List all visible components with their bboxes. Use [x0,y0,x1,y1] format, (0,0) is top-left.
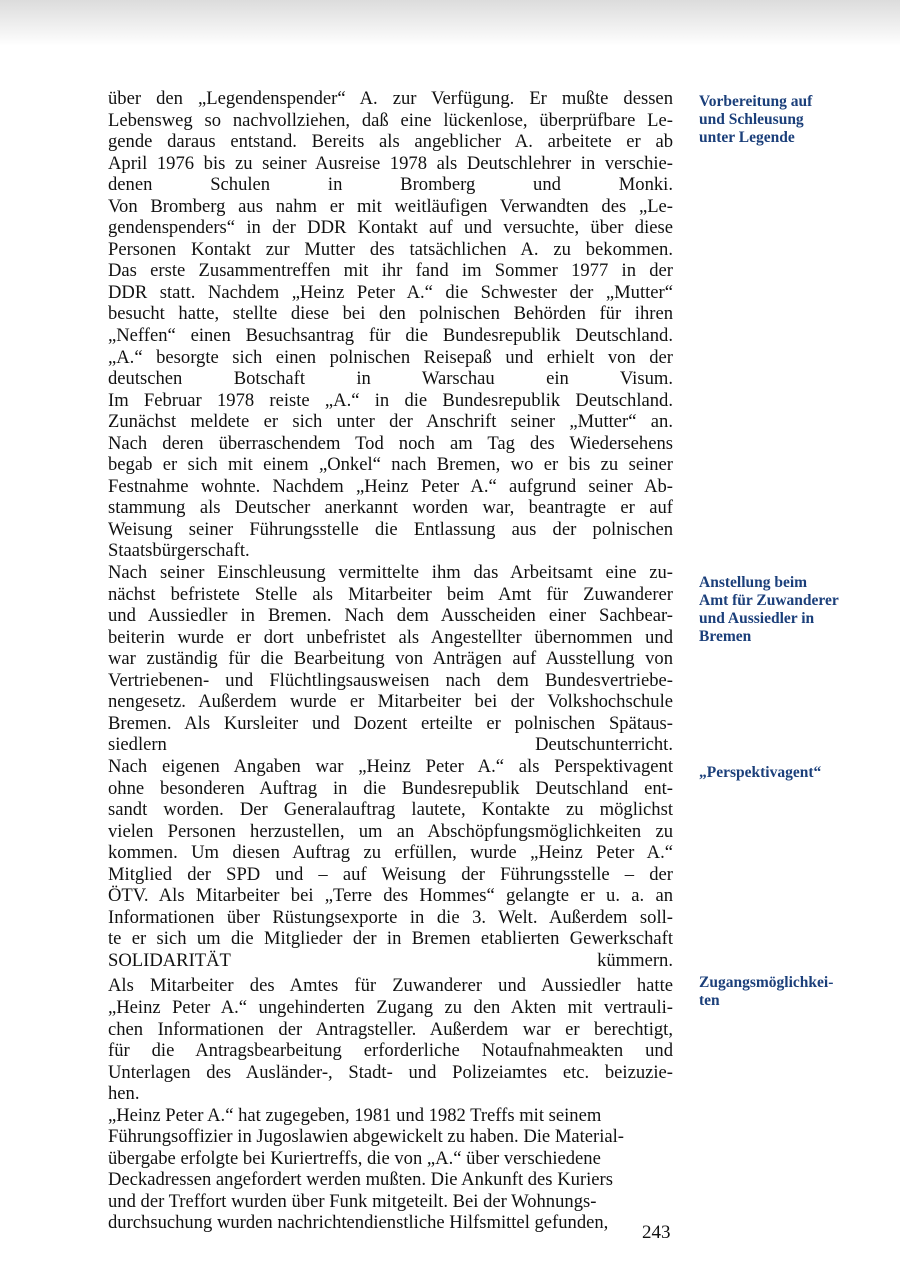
text-line: „Neffen“ einen Besuchsantrag für die Bundesrepublik Deutschland. [108,325,673,347]
paragraph-arrival-1978 [108,390,673,562]
page-number: 243 [642,1222,671,1243]
margin-note-agent [699,764,874,782]
paragraph-access [108,975,673,1104]
text-line: kommen. Um diesen Auftrag zu erfüllen, wurde „Heinz Peter A.“ [108,842,673,864]
margin-note-line: Bremen [699,628,752,645]
margin-note-employment [699,574,874,646]
text-line: chen Informationen der Antragsteller. Außerdem war er berechtigt, [108,1018,673,1040]
text-line: Führungsoffizier in Jugoslawien abgewickelt zu haben. Die Material- [108,1126,624,1148]
text-line: Festnahme wohnte. Nachdem „Heinz Peter A.“ aufgrund seiner Ab- [108,475,673,497]
text-line: ohne besonderen Auftrag in die Bundesrepublik Deutschland ent- [108,777,673,799]
text-line: nächst befristete Stelle als Mitarbeiter beim Amt für Zuwanderer [108,583,673,605]
text-line: siedlern Deutschunterricht. [108,734,673,756]
margin-note-line: „Perspektivagent“ [699,764,822,781]
text-line: besucht hatte, stellte diese bei den polnischen Behörden für ihren [108,303,673,325]
text-line: stammung als Deutscher anerkannt worden war, beantragte er auf [108,497,673,519]
paragraph-legend-preparation [108,88,673,196]
margin-note-line: und Schleusung [699,111,804,128]
text-line: Staatsbürgerschaft. [108,540,250,562]
margin-note-line: Zugangsmöglichkei- [699,974,834,991]
paragraph-courier-meetings [108,1105,673,1234]
margin-note-legend [699,93,874,147]
text-line: Personen Kontakt zur Mutter des tatsächlichen A. zu bekommen. [108,238,673,260]
text-line: te er sich um die Mitglieder der in Bremen etablierten Gewerkschaft [108,928,673,950]
text-line: Als Mitarbeiter des Amtes für Zuwanderer und Aussiedler hatte [108,975,673,997]
text-line: Deckadressen angefordert werden mußten. Die Ankunft des Kuriers [108,1169,613,1191]
text-line: denen Schulen in Bromberg und Monki. [108,174,673,196]
text-line: war zuständig für die Bearbeitung von Anträgen auf Ausstellung von [108,648,673,670]
text-line: vielen Personen herzustellen, um an Abschöpfungsmöglichkeiten zu [108,820,673,842]
text-line: gende daraus entstand. Bereits als angeblicher A. arbeitete er ab [108,131,673,153]
text-line: Nach seiner Einschleusung vermittelte ihm das Arbeitsamt eine zu- [108,562,673,584]
scan-top-edge [0,0,900,46]
text-line: Mitglied der SPD und – auf Weisung der Führungsstelle – der [108,863,673,885]
paragraph-bromberg-contacts [108,196,673,390]
text-line: DDR statt. Nachdem „Heinz Peter A.“ die Schwester der „Mutter“ [108,281,673,303]
paragraph-perspective-agent [108,756,673,971]
text-line: Informationen über Rüstungsexporte in die 3. Welt. Außerdem soll- [108,906,673,928]
text-line: und der Treffort wurden über Funk mitgeteilt. Bei der Wohnungs- [108,1190,597,1212]
text-line: hen. [108,1083,140,1105]
text-line: für die Antragsbearbeitung erforderliche Notaufnahmeakten und [108,1040,673,1062]
text-line: und Aussiedler in Bremen. Nach dem Ausscheiden einer Sachbear- [108,605,673,627]
main-text [108,88,673,1234]
text-line: begab er sich mit einem „Onkel“ nach Bremen, wo er bis zu seiner [108,454,673,476]
text-line: Vertriebenen- und Flüchtlingsausweisen nach dem Bundesvertriebe- [108,669,673,691]
text-line: sandt worden. Der Generalauftrag lautete, Kontakte zu möglichst [108,799,673,821]
margin-note-line: ten [699,992,720,1009]
text-line: Zunächst meldete er sich unter der Anschrift seiner „Mutter“ an. [108,411,673,433]
text-line: Lebensweg so nachvollziehen, daß eine lückenlose, überprüfbare Le- [108,109,673,131]
text-line: Nach deren überraschendem Tod noch am Tag des Wiedersehens [108,432,673,454]
text-line: „A.“ besorgte sich einen polnischen Reisepaß und erhielt von der [108,346,673,368]
text-line: Das erste Zusammentreffen mit ihr fand im Sommer 1977 in der [108,260,673,282]
margin-note-line: Amt für Zuwanderer [699,592,839,609]
text-line: „Heinz Peter A.“ ungehinderten Zugang zu den Akten mit vertrauli- [108,996,673,1018]
margin-note-line: und Aussiedler in [699,610,815,627]
margin-note-line: Anstellung beim [699,574,808,591]
paragraph-employment [108,562,673,756]
text-line: Nach eigenen Angaben war „Heinz Peter A.“ als Perspektivagent [108,755,673,777]
text-line: gendenspenders“ in der DDR Kontakt auf und versuchte, über diese [108,217,673,239]
text-line: durchsuchung wurden nachrichtendienstliche Hilfsmittel gefunden, [108,1212,609,1234]
text-line: April 1976 bis zu seiner Ausreise 1978 als Deutschlehrer in verschie- [108,152,673,174]
text-line: über den „Legendenspender“ A. zur Verfügung. Er mußte dessen [108,88,673,109]
text-line: Von Bromberg aus nahm er mit weitläufigen Verwandten des „Le- [108,195,673,217]
text-line: Bremen. Als Kursleiter und Dozent erteilte er polnischen Spätaus- [108,712,673,734]
margin-note-access [699,974,874,1010]
text-line: übergabe erfolgte bei Kuriertreffs, die von „A.“ über verschiedene [108,1147,601,1169]
text-line: ÖTV. Als Mitarbeiter bei „Terre des Hommes“ gelangte er u. a. an [108,885,673,907]
text-line: Unterlagen des Ausländer-, Stadt- und Polizeiamtes etc. beizuzie- [108,1061,673,1083]
text-line: deutschen Botschaft in Warschau ein Visum. [108,368,673,390]
text-line: beiterin wurde er dort unbefristet als Angestellter übernommen und [108,626,673,648]
text-line: „Heinz Peter A.“ hat zugegeben, 1981 und 1982 Treffs mit seinem [108,1104,602,1126]
text-line: Im Februar 1978 reiste „A.“ in die Bundesrepublik Deutschland. [108,389,673,411]
text-line: nengesetz. Außerdem wurde er Mitarbeiter bei der Volkshochschule [108,691,673,713]
text-line: SOLIDARITÄT kümmern. [108,949,673,971]
margin-note-line: unter Legende [699,129,795,146]
text-line: Weisung seiner Führungsstelle die Entlassung aus der polnischen [108,518,673,540]
margin-note-line: Vorbereitung auf [699,93,813,110]
